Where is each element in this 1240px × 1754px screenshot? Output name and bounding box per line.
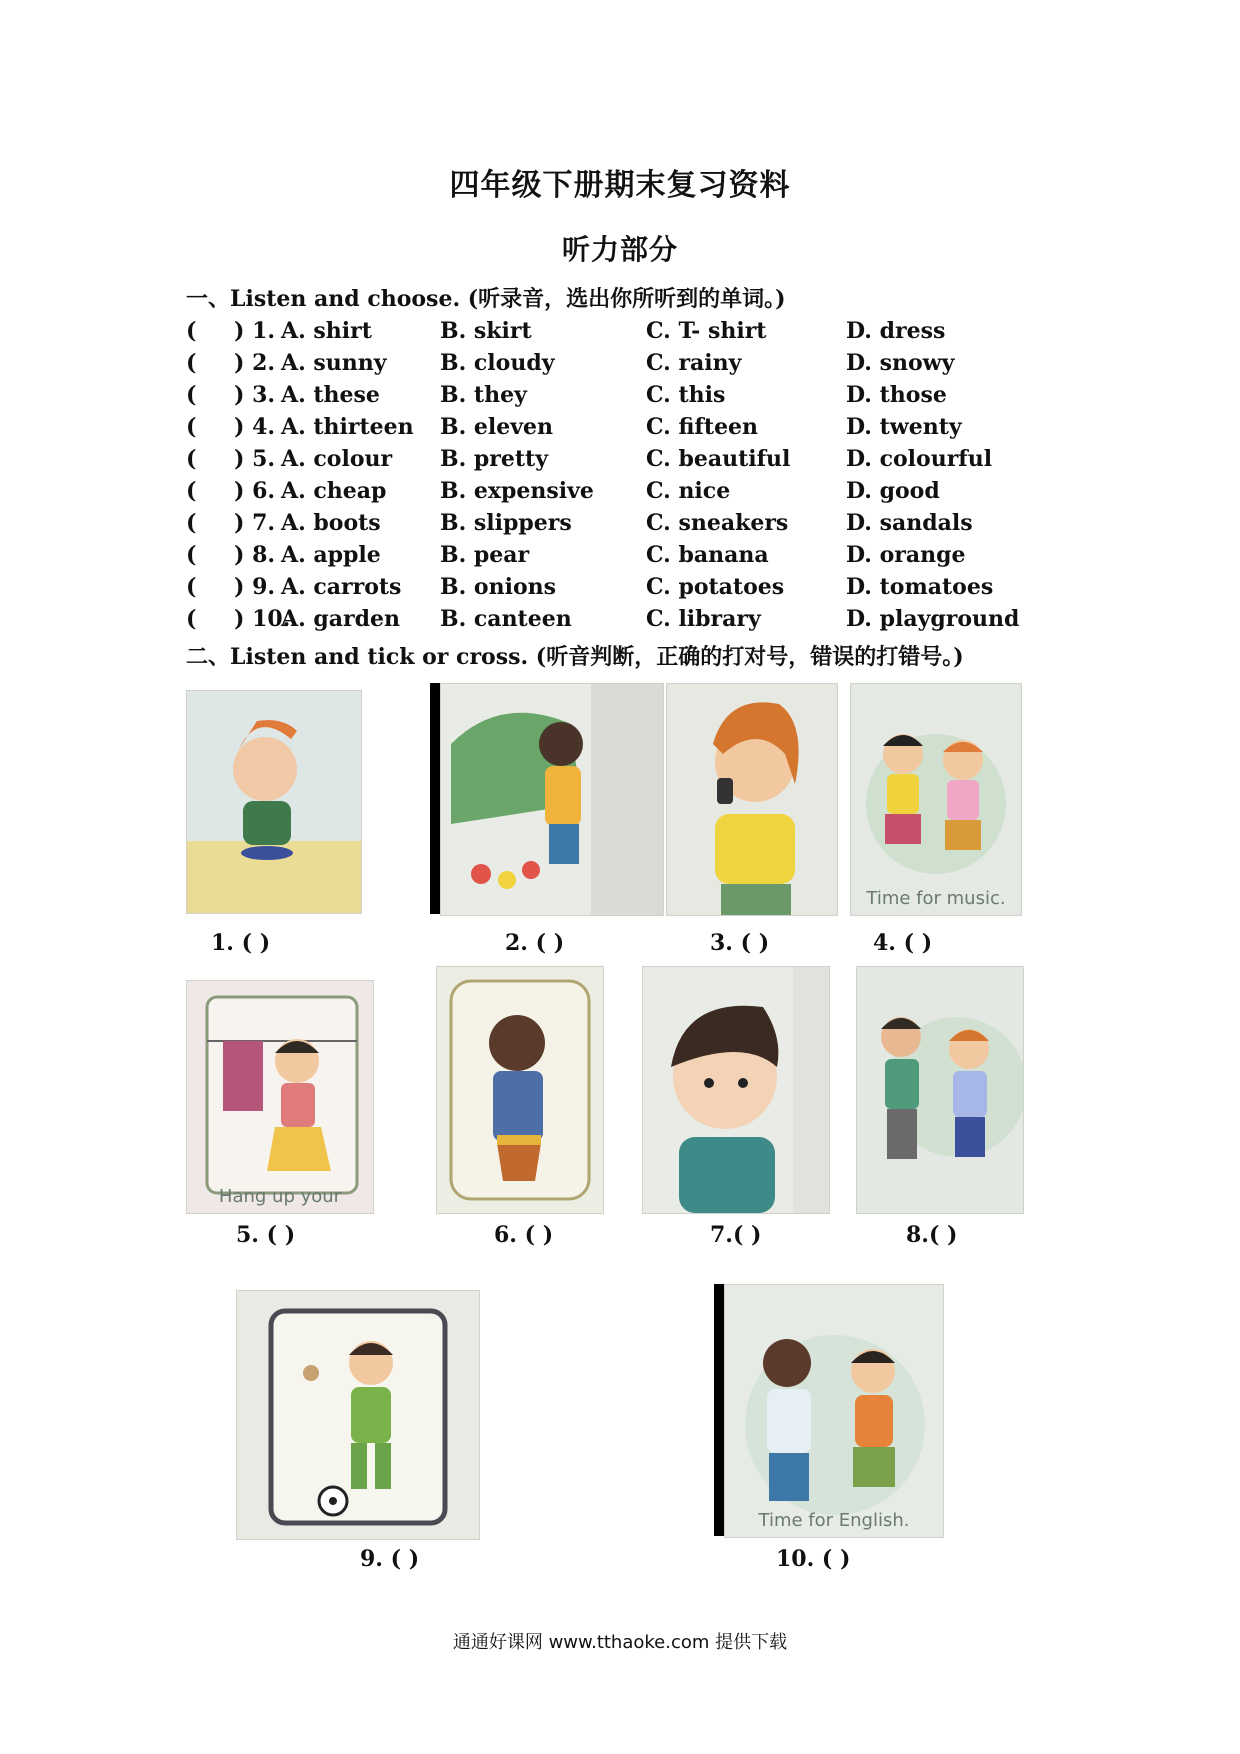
- answer-blank[interactable]: (: [186, 574, 197, 600]
- option-d: D. dress: [846, 318, 946, 344]
- option-d: D. orange: [846, 542, 966, 568]
- boy-watering-flowers-icon: [440, 683, 664, 916]
- option-c: C. sneakers: [646, 510, 789, 536]
- option-c: C. this: [646, 382, 726, 408]
- option-d: D. good: [846, 478, 940, 504]
- option-d: D. playground: [846, 606, 1020, 632]
- answer-blank[interactable]: (: [186, 542, 197, 568]
- option-c: C. potatoes: [646, 574, 785, 600]
- section2-heading: 二、Listen and tick or cross. (听音判断，正确的打对号，错误的打错号。): [186, 644, 964, 670]
- answer-blank[interactable]: (: [186, 606, 197, 632]
- question-number: ) 8.: [234, 542, 276, 568]
- option-a: A. colour: [281, 446, 393, 472]
- option-c: C. fifteen: [646, 414, 759, 440]
- answer-blank[interactable]: (: [186, 318, 197, 344]
- option-a: A. thirteen: [281, 414, 414, 440]
- option-a: A. boots: [281, 510, 381, 536]
- option-b: B. expensive: [440, 478, 594, 504]
- scan-edge: [430, 683, 440, 914]
- girl-hanging-clothes-icon: [186, 980, 374, 1214]
- option-d: D. colourful: [846, 446, 993, 472]
- option-b: B. they: [440, 382, 527, 408]
- girl-on-phone-icon: [666, 683, 838, 916]
- question-number: ) 1.: [234, 318, 276, 344]
- question-number: ) 7.: [234, 510, 276, 536]
- question-7: [186, 510, 1086, 542]
- answer-blank[interactable]: (: [186, 382, 197, 408]
- option-b: B. pretty: [440, 446, 548, 472]
- question-2: [186, 350, 1086, 382]
- boy-and-girl-talking-icon: [724, 1284, 944, 1538]
- option-c: C. T- shirt: [646, 318, 767, 344]
- answer-blank[interactable]: (: [186, 510, 197, 536]
- option-c: C. library: [646, 606, 761, 632]
- two-girls-singing-icon: [850, 683, 1022, 916]
- option-d: D. tomatoes: [846, 574, 994, 600]
- answer-blank[interactable]: (: [186, 446, 197, 472]
- option-b: B. eleven: [440, 414, 554, 440]
- question-3: [186, 382, 1086, 414]
- option-b: B. skirt: [440, 318, 532, 344]
- picture-8-caption: 8.( ): [906, 1222, 958, 1248]
- question-number: ) 2.: [234, 350, 276, 376]
- boy-portrait-icon: [642, 966, 830, 1214]
- option-a: A. apple: [281, 542, 381, 568]
- picture-10-caption: 10. ( ): [776, 1546, 851, 1572]
- option-d: D. snowy: [846, 350, 955, 376]
- picture-3-caption: 3. ( ): [710, 930, 770, 956]
- picture-1-caption: 1. ( ): [211, 930, 271, 956]
- question-number: ) 9.: [234, 574, 276, 600]
- answer-blank[interactable]: (: [186, 350, 197, 376]
- picture-5-caption: 5. ( ): [236, 1222, 296, 1248]
- question-number: ) 3.: [234, 382, 276, 408]
- question-number: ) 6.: [234, 478, 276, 504]
- page-footer: 通通好课网 www.tthaoke.com 提供下载: [452, 1632, 788, 1653]
- option-b: B. canteen: [440, 606, 572, 632]
- option-c: C. banana: [646, 542, 769, 568]
- picture-7-caption: 7.( ): [710, 1222, 762, 1248]
- two-boys-running-icon: [856, 966, 1024, 1214]
- option-a: A. shirt: [281, 318, 372, 344]
- boy-with-basket-icon: [436, 966, 604, 1214]
- girl-eating-icon: [186, 690, 362, 914]
- option-d: D. sandals: [846, 510, 973, 536]
- picture-4-caption: 4. ( ): [873, 930, 933, 956]
- option-b: B. pear: [440, 542, 530, 568]
- option-d: D. those: [846, 382, 947, 408]
- option-b: B. cloudy: [440, 350, 555, 376]
- question-9: [186, 574, 1086, 606]
- option-a: A. garden: [281, 606, 400, 632]
- option-c: C. nice: [646, 478, 731, 504]
- option-b: B. slippers: [440, 510, 572, 536]
- picture-5-text: Hang up your: [218, 1186, 342, 1207]
- question-number: ) 4.: [234, 414, 276, 440]
- option-d: D. twenty: [846, 414, 962, 440]
- option-b: B. onions: [440, 574, 556, 600]
- question-10: [186, 606, 1086, 638]
- option-c: C. beautiful: [646, 446, 791, 472]
- picture-10-text: Time for English.: [758, 1510, 910, 1531]
- option-a: A. sunny: [281, 350, 387, 376]
- question-5: [186, 446, 1086, 478]
- picture-2-caption: 2. ( ): [505, 930, 565, 956]
- page-title: 四年级下册期末复习资料: [449, 168, 791, 203]
- question-number: ) 5.: [234, 446, 276, 472]
- question-8: [186, 542, 1086, 574]
- answer-blank[interactable]: (: [186, 414, 197, 440]
- picture-4-text: Time for music.: [866, 888, 1006, 909]
- section1-heading: 一、Listen and choose. (听录音，选出你所听到的单词。): [186, 286, 786, 312]
- question-1: [186, 318, 1086, 350]
- picture-6-caption: 6. ( ): [494, 1222, 554, 1248]
- question-6: [186, 478, 1086, 510]
- section-title: 听力部分: [561, 233, 678, 266]
- option-a: A. carrots: [281, 574, 402, 600]
- option-a: A. cheap: [281, 478, 387, 504]
- picture-9-caption: 9. ( ): [360, 1546, 420, 1572]
- question-number: ) 10.: [234, 606, 291, 632]
- option-a: A. these: [281, 382, 380, 408]
- boy-playing-football-icon: [236, 1290, 480, 1540]
- option-c: C. rainy: [646, 350, 742, 376]
- question-4: [186, 414, 1086, 446]
- scan-edge: [714, 1284, 724, 1536]
- answer-blank[interactable]: (: [186, 478, 197, 504]
